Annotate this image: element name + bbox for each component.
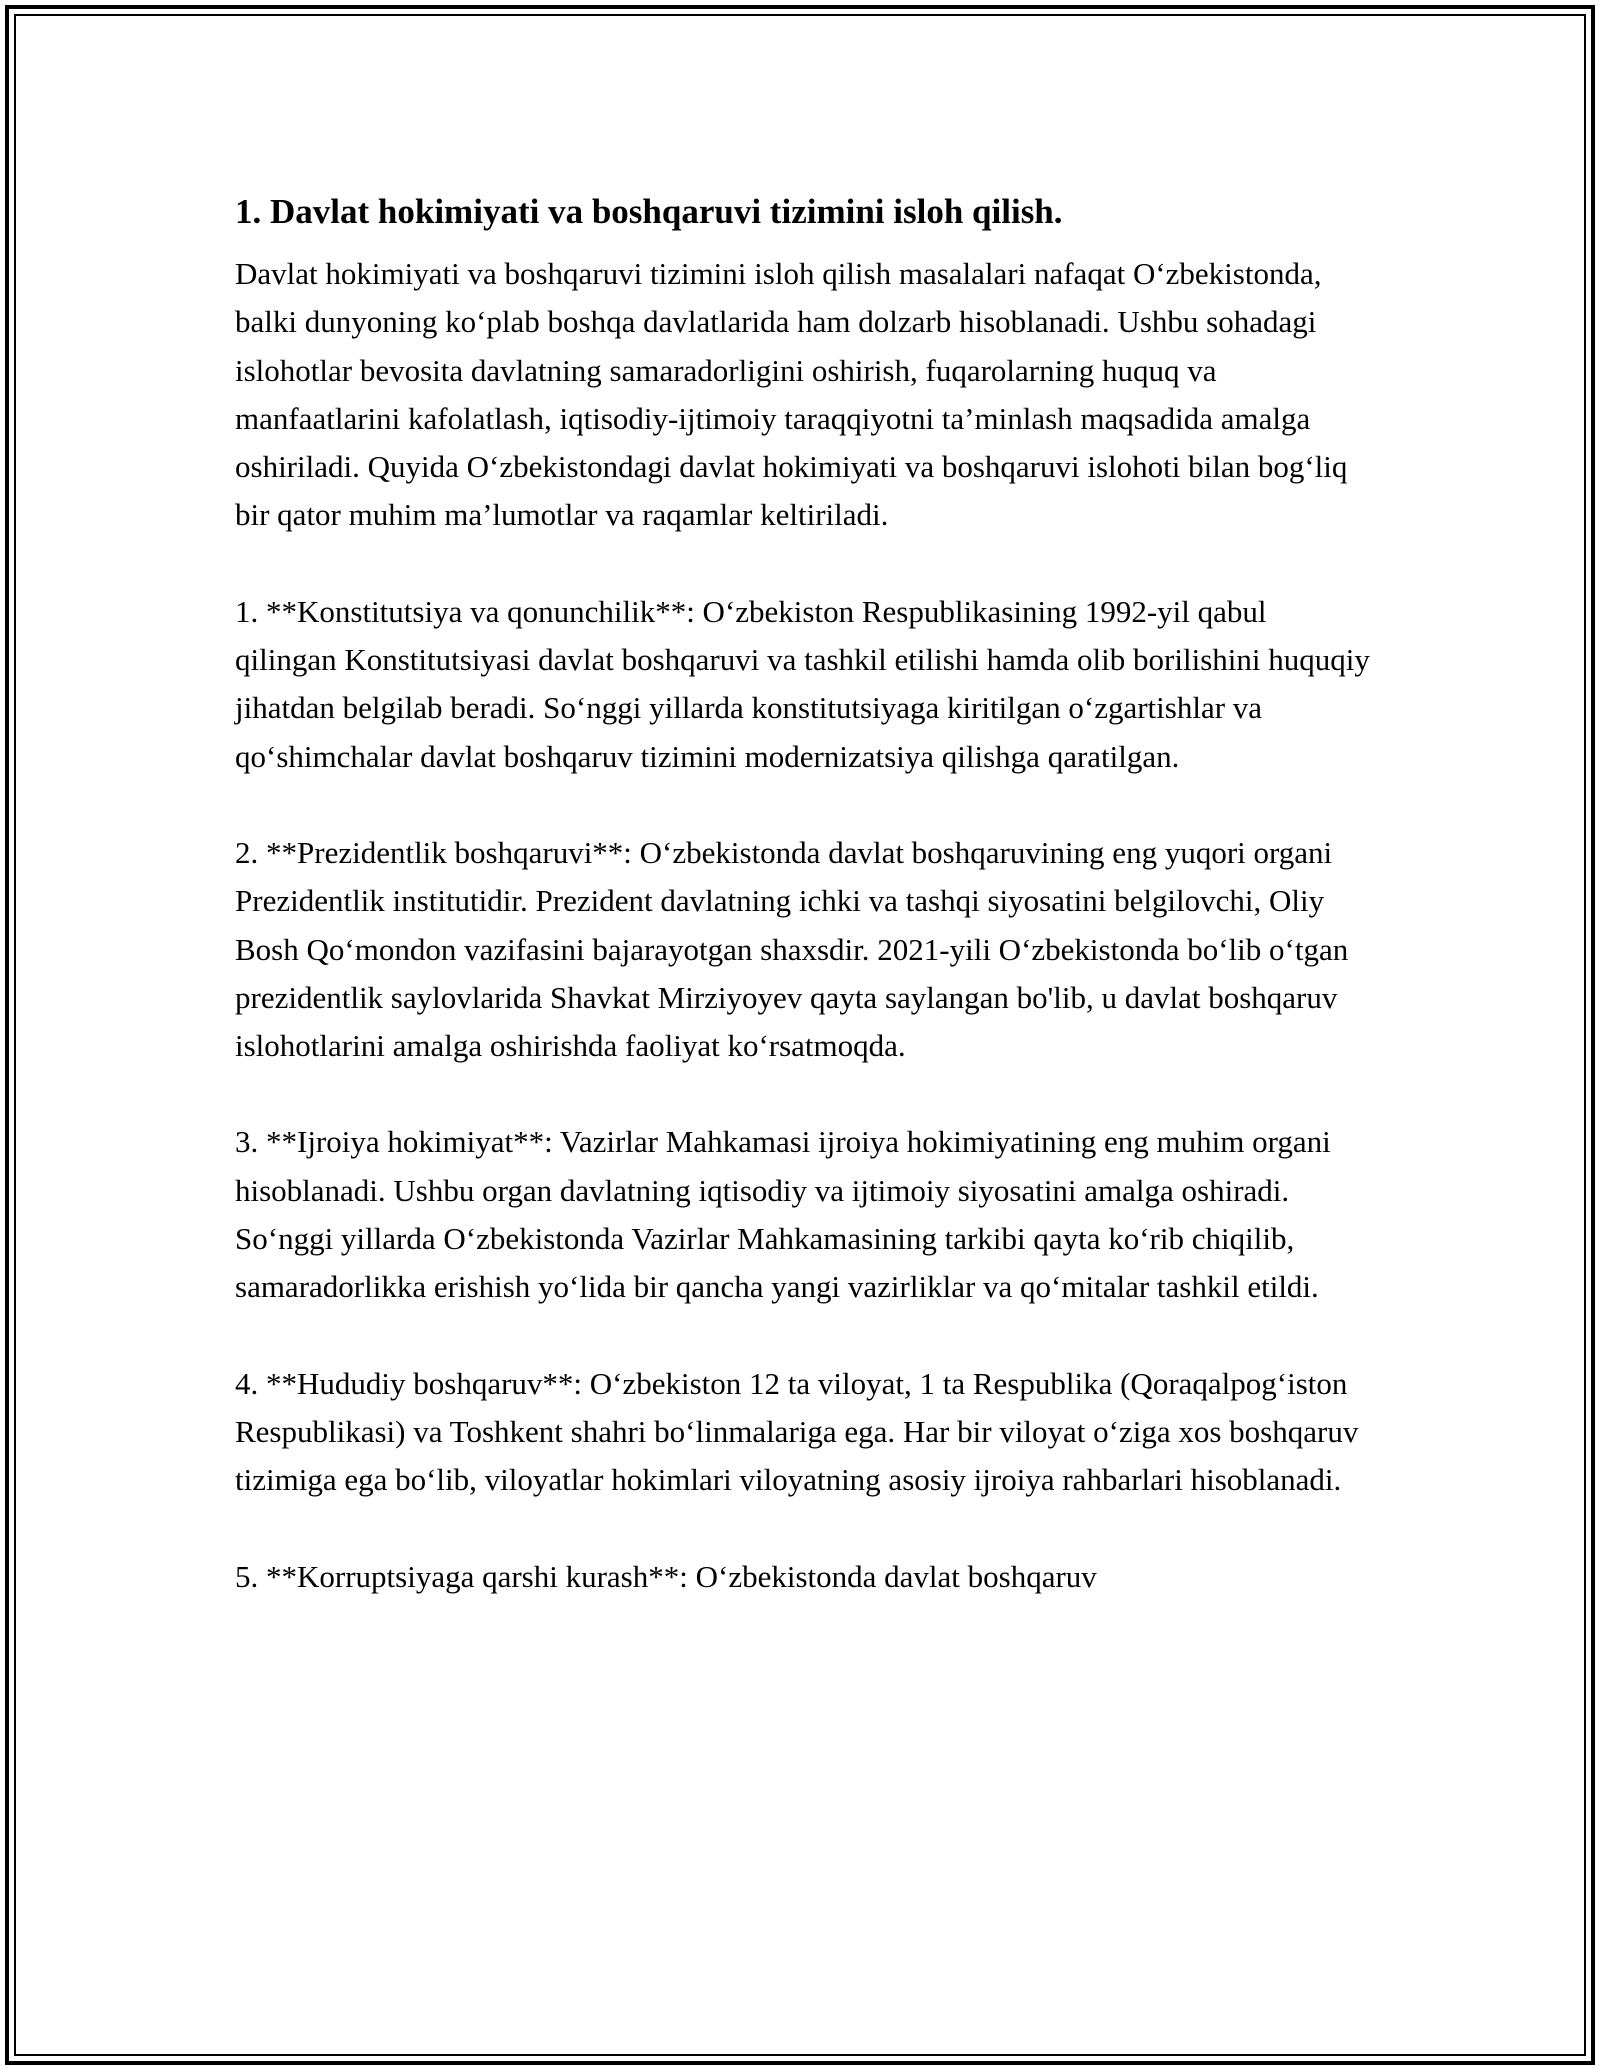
- document-body: [235, 188, 1375, 1601]
- list-item-regional: 4. **Hududiy boshqaruv**: O‘zbekiston 12 ta viloyat, 1 ta Respublika (Qoraqalpog‘iston Respublikasi) va Toshkent shahri bo‘linmalariga ega. Har bir viloyat o‘ziga xos boshqaruv tizimiga ega bo‘lib, viloyatlar hokimlari viloyatning asosiy ijroiya rahbarlari hisoblanadi.: [235, 1365, 1359, 1498]
- list-item-constitution: 1. **Konstitutsiya va qonunchilik**: O‘zbekiston Respublikasining 1992-yil qabul qilingan Konstitutsiyasi davlat boshqaruvi va tashkil etilishi hamda olib borilishini huquqiy jihatdan belgilab beradi. So‘nggi yillarda konstitutsiyaga kiritilgan o‘zgartishlar va qo‘shimchalar davlat boshqaruv tizimini modernizatsiya qilishga qaratilgan.: [235, 593, 1370, 774]
- list-item-anticorruption: 5. **Korruptsiyaga qarshi kurash**: O‘zbekistonda davlat boshqaruv: [235, 1558, 1097, 1594]
- section-heading: 1. Davlat hokimiyati va boshqaruvi tizimini isloh qilish.: [235, 192, 1063, 231]
- intro-paragraph: Davlat hokimiyati va boshqaruvi tizimini isloh qilish masalalari nafaqat O‘zbekistonda, balki dunyoning ko‘plab boshqa davlatlarida ham dolzarb hisoblanadi. Ushbu sohadagi islohotlar bevosita davlatning samaradorligini oshirish, fuqarolarning huquq va manfaatlarini kafolatlash, iqtisodiy-ijtimoiy taraqqiyotni ta’minlash maqsadida amalga oshiriladi. Quyida O‘zbekistondagi davlat hokimiyati va boshqaruvi islohoti bilan bog‘liq bir qator muhim ma’lumotlar va raqamlar keltiriladi.: [235, 256, 1348, 533]
- list-item-executive: 3. **Ijroiya hokimiyat**: Vazirlar Mahkamasi ijroiya hokimiyatining eng muhim organi hisoblanadi. Ushbu organ davlatning iqtisodiy va ijtimoiy siyosatini amalga oshiradi. So‘nggi yillarda O‘zbekistonda Vazirlar Mahkamasining tarkibi qayta ko‘rib chiqilib, samaradorlikka erishish yo‘lida bir qancha yangi vazirliklar va qo‘mitalar tashkil etildi.: [235, 1124, 1331, 1305]
- list-item-presidency: 2. **Prezidentlik boshqaruvi**: O‘zbekistonda davlat boshqaruvining eng yuqori organi Prezidentlik institutidir. Prezident davlatning ichki va tashqi siyosatini belgilovchi, Oliy Bosh Qo‘mondon vazifasini bajarayotgan shaxsdir. 2021-yili O‘zbekistonda bo‘lib o‘tgan prezidentlik saylovlarida Shavkat Mirziyoyev qayta saylangan bo'lib, u davlat boshqaruv islohotlarini amalga oshirishda faoliyat ko‘rsatmoqda.: [235, 834, 1349, 1064]
